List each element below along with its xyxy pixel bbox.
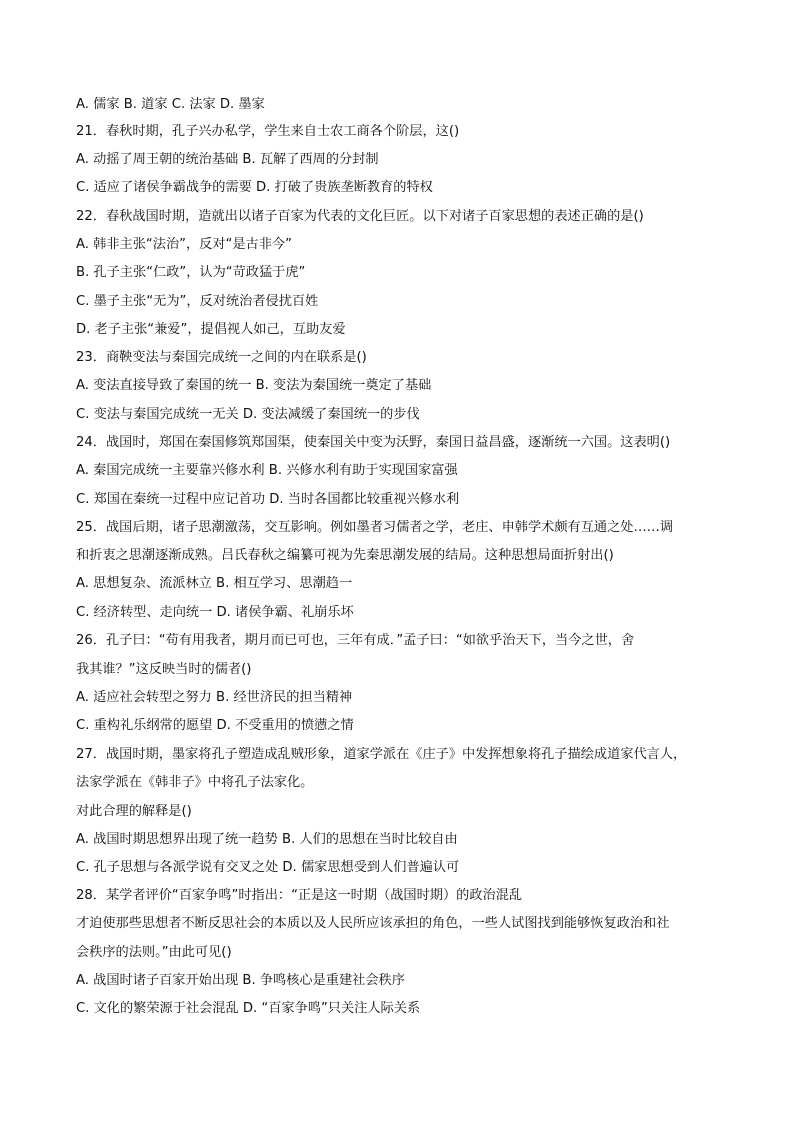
answer-options-line: C. 孔子思想与各派学说有交叉之处 D. 儒家思想受到人们普遍认可 [76, 860, 460, 875]
question-text-line: 我其谁？”这反映当时的儒者() [76, 662, 252, 677]
question-text-line: 对此合理的解释是() [76, 804, 192, 819]
answer-options-line: C. 变法与秦国完成统一无关 D. 变法减缓了秦国统一的步伐 [76, 407, 420, 422]
answer-options-line: A. 战国时期思想界出现了统一趋势 B. 人们的思想在当时比较自由 [76, 832, 458, 847]
question-text-line: 和折衷之思潮逐渐成熟。吕氏春秋之编纂可视为先秦思潮发展的结局。这种思想局面折射出() [76, 548, 614, 563]
answer-options-line: B. 孔子主张“仁政”，认为“苛政猛于虎” [76, 265, 306, 280]
answer-options-line: A. 适应社会转型之努力 B. 经世济民的担当精神 [76, 690, 353, 705]
answer-options-line: C. 重构礼乐纲常的愿望 D. 不受重用的愤懑之情 [76, 718, 354, 733]
question-text-line: 23．商鞅变法与秦国完成统一之间的内在联系是() [76, 350, 367, 365]
question-text-line: 27．战国时期，墨家将孔子塑造成乱贼形象，道家学派在《庄子》中发挥想象将孔子描绘成道家代言人， [76, 747, 687, 762]
question-text-line: 法家学派在《韩非子》中将孔子法家化。 [76, 775, 314, 790]
question-text-line: 才迫使那些思想者不断反思社会的本质以及人民所应该承担的角色，一些人试图找到能够恢复政治和社 [76, 916, 670, 931]
answer-options-line: C. 适应了诸侯争霸战争的需要 D. 打破了贵族垄断教育的特权 [76, 180, 433, 195]
answer-options-line: A. 韩非主张“法治”，反对“是古非今” [76, 237, 292, 252]
answer-options-line: A. 儒家 B. 道家 C. 法家 D. 墨家 [76, 97, 265, 112]
answer-options-line: C. 郑国在秦统一过程中应记首功 D. 当时各国都比较重视兴修水利 [76, 492, 460, 507]
answer-options-line: A. 秦国完成统一主要靠兴修水利 B. 兴修水利有助于实现国家富强 [76, 463, 458, 478]
answer-options-line: C. 经济转型、走向统一 D. 诸侯争霸、礼崩乐坏 [76, 605, 354, 620]
question-text-line: 26．孔子曰：“苟有用我者，期月而已可也，三年有成．”孟子曰：“如欲乎治天下，当今之世，舍 [76, 633, 635, 648]
answer-options-line: A. 动摇了周王朝的统治基础 B. 瓦解了西周的分封制 [76, 152, 379, 167]
question-text-line: 24．战国时，郑国在秦国修筑郑国渠，使秦国关中变为沃野，秦国日益昌盛，逐渐统一六国。这表明() [76, 435, 671, 450]
answer-options-line: A. 战国时诸子百家开始出现 B. 争鸣核心是重建社会秩序 [76, 973, 405, 988]
question-text-line: 会秩序的法则。”由此可见() [76, 945, 232, 960]
answer-options-line: A. 思想复杂、流派林立 B. 相互学习、思潮趋一 [76, 576, 353, 591]
question-text-line: 22．春秋战国时期，造就出以诸子百家为代表的文化巨匠。以下对诸子百家思想的表述正确的是() [76, 209, 644, 224]
answer-options-line: C. 墨子主张“无为”，反对统治者侵扰百姓 [76, 294, 319, 309]
answer-options-line: D. 老子主张“兼爱”，提倡视人如己，互助友爱 [76, 322, 346, 337]
answer-options-line: C. 文化的繁荣源于社会混乱 D. “百家争鸣”只关注人际关系 [76, 1001, 421, 1016]
answer-options-line: A. 变法直接导致了秦国的统一 B. 变法为秦国统一奠定了基础 [76, 378, 432, 393]
question-text-line: 25．战国后期，诸子思潮激荡，交互影响。例如墨者习儒者之学，老庄、申韩学术颇有互通之处……调 [76, 520, 674, 535]
question-text-line: 21．春秋时期，孔子兴办私学，学生来自士农工商各个阶层，这() [76, 124, 460, 139]
question-text-line: 28．某学者评价“百家争鸣”时指出：“正是这一时期（战国时期）的政治混乱 [76, 888, 523, 903]
